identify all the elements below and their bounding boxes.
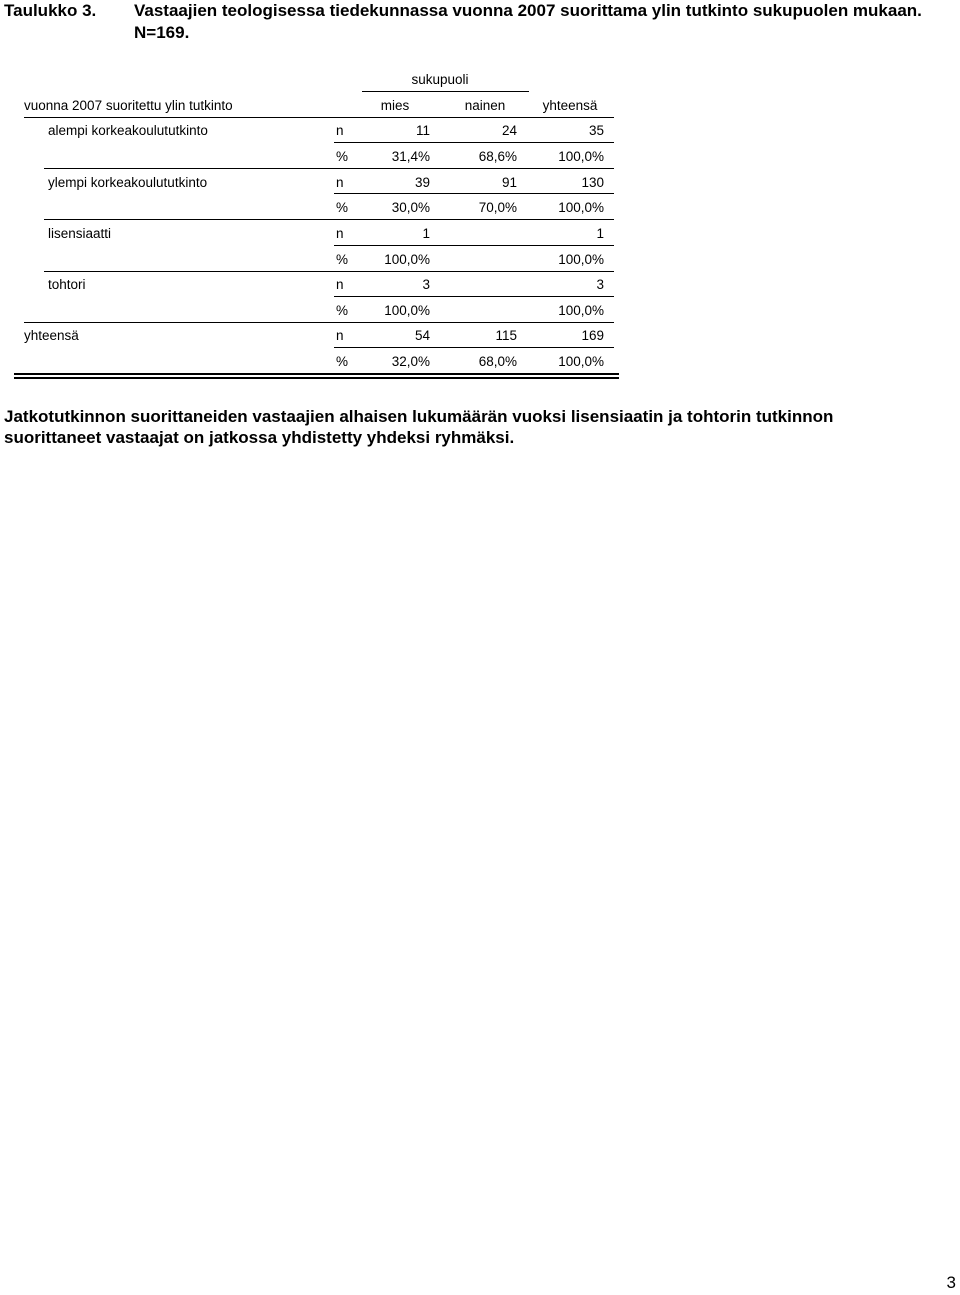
row-label-alempi: alempi korkeakoulututkinto (48, 123, 208, 138)
value-cell: 35 (588, 123, 604, 138)
value-cell: 1 (422, 226, 430, 241)
value-cell: 11 (415, 123, 430, 138)
caption-text: Vastaajien teologisessa tiedekunnassa vuonna 2007 suorittama ylin tutkinto sukupuolen mukaan. (134, 1, 922, 20)
value-cell: 100,0% (558, 252, 604, 267)
value-cell: 100,0% (558, 200, 604, 215)
row-divider (334, 347, 614, 348)
value-cell: 100,0% (558, 303, 604, 318)
row-divider (334, 142, 614, 143)
row-label-yhteensa: yhteensä (24, 328, 79, 343)
value-cell: 100,0% (558, 354, 604, 369)
group-header-underline (362, 91, 529, 92)
caption-label: Taulukko 3. (4, 1, 97, 20)
value-cell: 30,0% (391, 200, 430, 215)
bottom-rule (14, 377, 619, 379)
value-cell: 100,0% (384, 303, 430, 318)
row-divider (334, 193, 614, 194)
table-footnote: Jatkotutkinnon suorittaneiden vastaajien alhaisen lukumäärän vuoksi lisensiaatin ja tohtorin tutkinnon suorittaneet vastaajat on jatkossa yhdistetty yhdeksi ryhmäksi. (4, 407, 834, 447)
stat-label: n (336, 277, 344, 292)
value-cell: 68,6% (478, 149, 517, 164)
column-header-mies: mies (380, 98, 410, 113)
value-cell: 24 (501, 123, 517, 138)
bottom-rule (14, 373, 619, 375)
stat-label: % (336, 149, 349, 164)
value-cell: 31,4% (391, 149, 430, 164)
row-label-tohtori: tohtori (48, 277, 86, 292)
group-divider (44, 219, 614, 220)
row-header: vuonna 2007 suoritettu ylin tutkinto (24, 98, 233, 113)
stat-label: % (336, 200, 349, 215)
value-cell: 1 (596, 226, 604, 241)
value-cell: 91 (501, 175, 517, 190)
row-divider (334, 296, 614, 297)
value-cell: 68,0% (478, 354, 517, 369)
statistics-table (0, 0, 960, 400)
page-number: 3 (946, 1273, 956, 1292)
header-divider (24, 117, 614, 118)
column-header-nainen: nainen (464, 98, 506, 113)
stat-label: % (336, 252, 349, 267)
value-cell: 130 (581, 175, 604, 190)
row-label-lisensiaatti: lisensiaatti (48, 226, 112, 241)
row-divider (334, 245, 614, 246)
value-cell: 115 (495, 328, 517, 343)
value-cell: 32,0% (391, 354, 430, 369)
value-cell: 70,0% (478, 200, 517, 215)
value-cell: 169 (581, 328, 604, 343)
stat-label: n (336, 328, 344, 343)
group-divider (44, 168, 614, 169)
value-cell: 39 (414, 175, 430, 190)
stat-label: % (336, 354, 349, 369)
total-divider (24, 322, 614, 323)
value-cell: 3 (422, 277, 430, 292)
value-cell: 100,0% (558, 149, 604, 164)
group-header-sukupuoli: sukupuoli (411, 72, 469, 87)
caption-n-note: N=169. (134, 23, 190, 42)
value-cell: 3 (596, 277, 604, 292)
value-cell: 100,0% (384, 252, 430, 267)
stat-label: n (336, 226, 344, 241)
column-header-yhteensa: yhteensä (542, 98, 598, 113)
stat-label: n (336, 123, 344, 138)
value-cell: 54 (414, 328, 430, 343)
stat-label: % (336, 303, 349, 318)
row-label-ylempi: ylempi korkeakoulututkinto (48, 175, 208, 190)
group-divider (44, 271, 614, 272)
stat-label: n (336, 175, 344, 190)
